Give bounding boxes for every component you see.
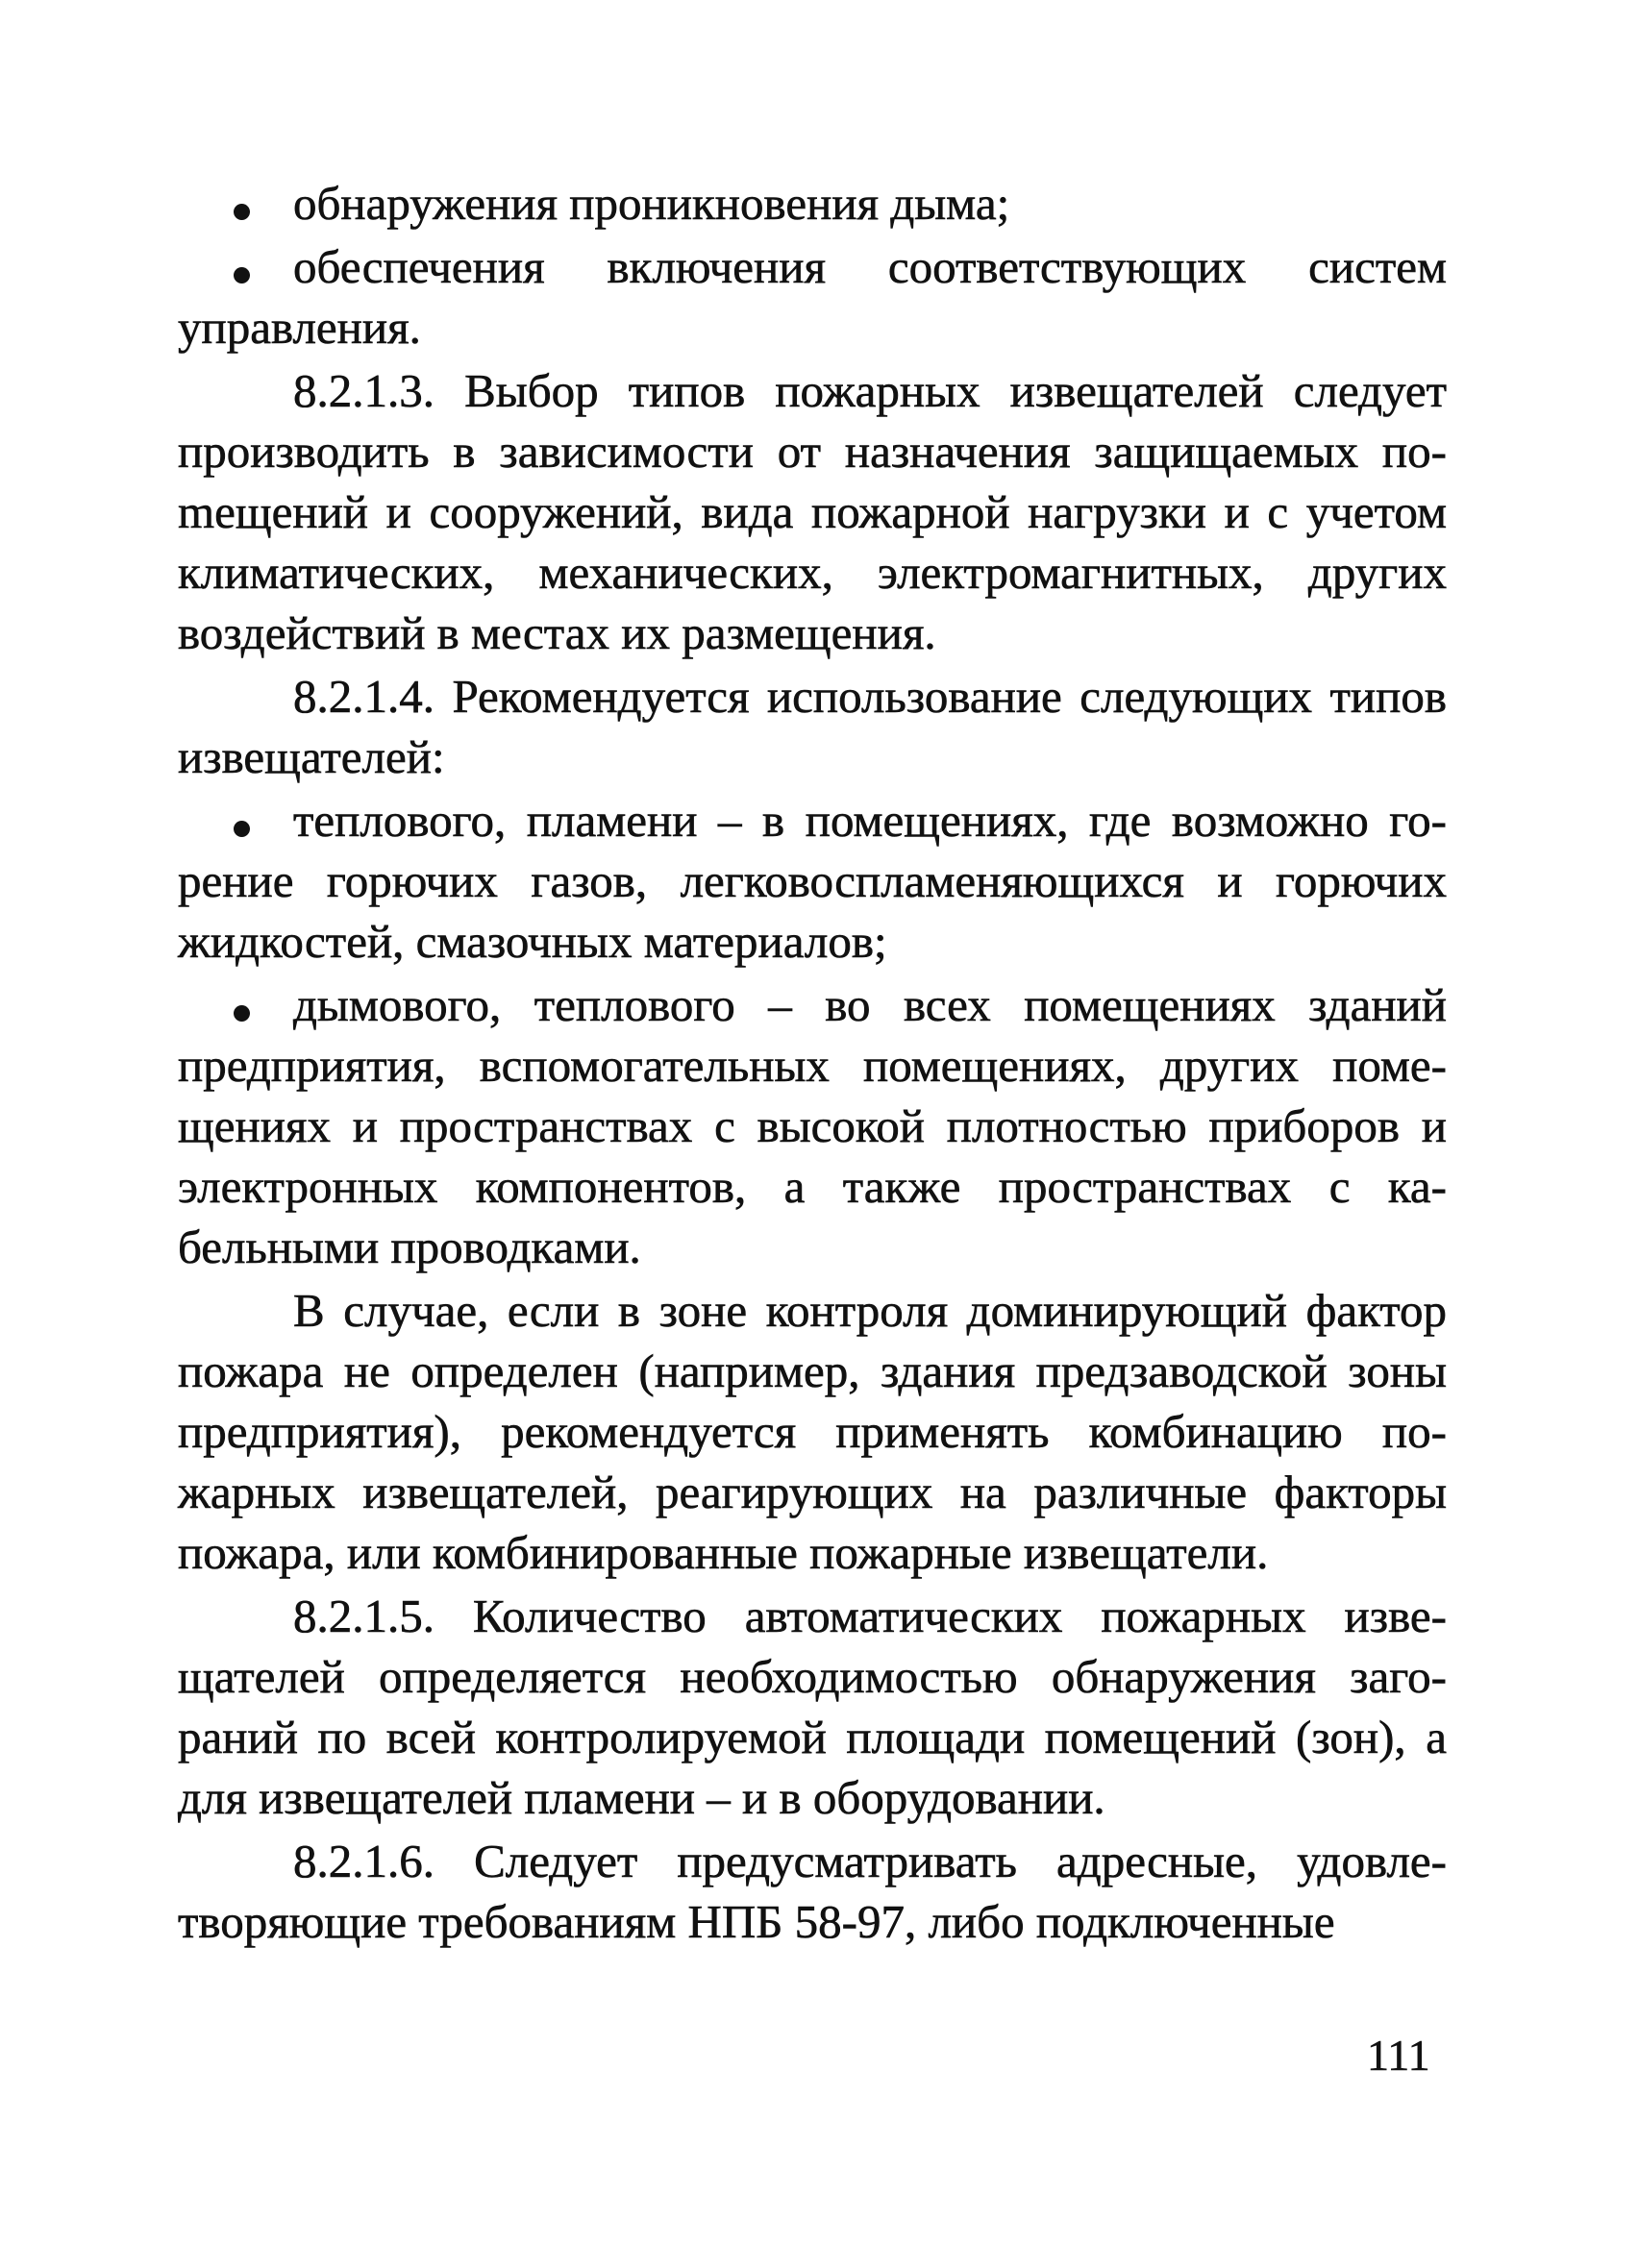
body-text: [178, 173, 1447, 1955]
paragraph-8-2-1-3: 8.2.1.3. Выбор типов пожарных извещателей следует производить в зависимости от назначения защищаемых поmещений и сооружений, вида пожарной нагрузки и с учетом климатических, механических, электромагнитных, других воздействий в местах их размещения.: [178, 364, 1447, 659]
paragraph-8-2-1-4: 8.2.1.4. Рекомендуется использование следующих типов извещателей:: [178, 670, 1447, 783]
page-number: 111: [1367, 2031, 1430, 2080]
bullet-item: [178, 173, 1447, 234]
bullet-text: теплового, пламени – в помещениях, где возможно горение горючих газов, легковоспламеняющихся и горючих жидкостей, смазочных материалов;: [178, 794, 1447, 968]
bullet-text: обнаружения проникновения дыма;: [293, 177, 1010, 230]
bullet-item: [178, 790, 1447, 972]
paragraph-8-2-1-5: 8.2.1.5. Количество автоматических пожарных извещателей определяется необходимостью обнаружения загораний по всей контролируемой площади помещений (зон), а для извещателей пламени – и в оборудовании.: [178, 1590, 1447, 1824]
bullet-text: дымового, теплового – во всех помещениях зданий предприятия, вспомогательных помещениях, других помещениях и пространствах с высокой плотностью приборов и электронных компонентов, а также пространствах с кабельными проводками.: [178, 978, 1447, 1273]
bullet-item: [178, 236, 1447, 357]
paragraph-8-2-1-6: 8.2.1.6. Следует предусматривать адресные, удовлетворяющие требованиям НПБ 58-97, либо подключенные: [178, 1835, 1447, 1948]
bullet-item: [178, 974, 1447, 1277]
bullet-text: обеспечения включения соответствующих систем управления.: [178, 240, 1447, 354]
paragraph-combination: В случае, если в зоне контроля доминирующий фактор пожара не определен (например, здания предзаводской зоны предприятия), рекомендуется применять комбинацию пожарных извещателей, реагирующих на различные факторы пожара, или комбинированные пожарные извещатели.: [178, 1284, 1447, 1579]
